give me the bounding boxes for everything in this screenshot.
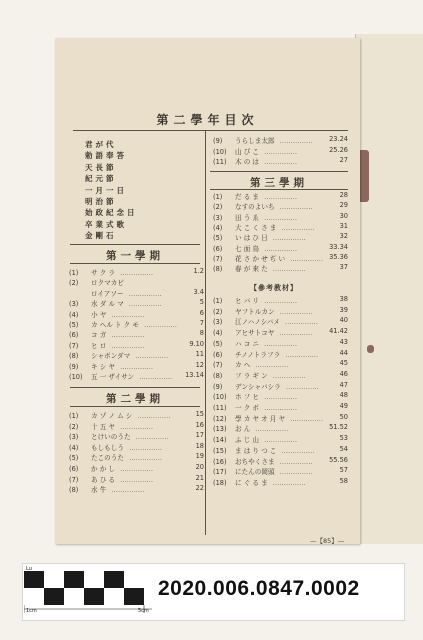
row-number: (5) (213, 234, 223, 243)
song-title: 田 う ゑ (235, 213, 259, 222)
page-ref: 43 (339, 337, 348, 346)
song-title: あ ひ る (91, 475, 115, 484)
leader-dots: …………… (279, 446, 315, 455)
leader-dots: …………… (277, 457, 313, 466)
song-title: おちやくさま (235, 457, 275, 466)
page-ref: 31 (339, 221, 348, 230)
page-title: 第二學年目次 (156, 113, 259, 127)
song-title: ホ フ ヒ (235, 393, 259, 402)
section-rule (70, 387, 200, 388)
song-title: ヤフトルカン (235, 307, 275, 316)
section-rule (210, 189, 348, 190)
toc-row (213, 456, 348, 466)
song-title: キ シ ヤ (91, 362, 115, 371)
page-ref: 8 (199, 329, 204, 338)
page-ref: 1.2 (193, 267, 204, 275)
song-title: フ ラ ギ ン (235, 371, 268, 380)
leader-dots: …………… (109, 310, 145, 319)
toc-row (69, 298, 204, 308)
section-title-reference: 【參考教材】 (250, 283, 298, 292)
song-title: とけいのうた (91, 433, 131, 442)
row-number: (6) (69, 465, 79, 473)
leader-dots: …………… (261, 147, 298, 156)
leader-dots: …………… (117, 269, 154, 277)
toc-row (213, 391, 348, 401)
leader-dots: …………… (133, 433, 169, 442)
leader-dots: …………… (141, 321, 178, 329)
ceremony-song: 勅語奉答 (85, 151, 127, 161)
toc-row (213, 263, 348, 273)
page-ref: 41.42 (329, 327, 348, 336)
song-title: 山 び こ (235, 147, 259, 156)
leader-dots: …………… (270, 478, 306, 487)
leader-dots: …………… (126, 300, 162, 309)
leader-dots: …………… (270, 234, 306, 243)
back-page (355, 34, 423, 544)
song-title: 學 カ ヤ オ 月 ヤ (235, 414, 286, 423)
toc-row (69, 371, 204, 381)
page-ref: 6 (199, 308, 204, 317)
row-number: (1) (213, 297, 223, 305)
stain-mark (367, 345, 374, 353)
row-number: (11) (213, 158, 227, 167)
song-title: 水 牛 (91, 486, 107, 495)
leader-dots: …………… (288, 414, 324, 423)
toc-row (213, 232, 348, 242)
toc-row (69, 319, 204, 329)
page-ref: 57 (339, 466, 348, 475)
song-title: 七 面 鳥 (235, 244, 259, 253)
page-ref: 48 (339, 391, 348, 400)
toc-row (69, 340, 204, 350)
row-number: (8) (69, 486, 79, 495)
toc-row (213, 327, 348, 337)
toc-row (213, 201, 348, 211)
row-number: (10) (213, 147, 227, 156)
leader-dots: …………… (279, 223, 315, 232)
song-title: うらしま太郎 (235, 137, 275, 145)
toc-row (213, 434, 348, 444)
toc-row (69, 452, 204, 462)
song-title: たこのうた (91, 454, 124, 463)
page-ref: 12 (195, 360, 204, 369)
page-ref: 23.24 (329, 135, 348, 143)
leader-dots: …………… (283, 350, 319, 359)
ceremony-song: 君が代 (85, 140, 117, 149)
toc-row (69, 309, 204, 319)
ceremony-song: 卒業式歌 (85, 219, 127, 229)
song-title: 小 ヤ (91, 310, 107, 319)
page-ref: 16 (195, 420, 204, 429)
toc-row (213, 222, 348, 232)
song-title: カ ゾ ノ ム シ (91, 412, 133, 420)
page-ref: 27 (339, 156, 348, 165)
toc-row (69, 350, 204, 360)
song-title: ヒ バ リ (235, 297, 259, 305)
page-ref: 39 (339, 305, 348, 314)
row-number: (8) (213, 371, 223, 380)
page-ref: 15 (195, 410, 204, 418)
leader-dots: …………… (261, 213, 298, 222)
leader-dots: …………… (261, 244, 298, 253)
leader-dots: …………… (261, 158, 298, 167)
leader-dots: …………… (277, 137, 313, 145)
section-title-term3: 第三學期 (250, 177, 308, 189)
page-ref: 45 (339, 359, 348, 368)
page-ref: 17 (195, 431, 204, 440)
row-number: (6) (213, 244, 223, 253)
toc-row (213, 381, 348, 391)
row-number: (15) (213, 446, 227, 455)
leader-dots: …………… (135, 412, 171, 420)
song-title: お ん (235, 425, 251, 434)
toc-row (69, 361, 204, 371)
page-ref: 54 (339, 444, 348, 453)
page-ref: 33.34 (329, 242, 348, 251)
row-number: (3) (213, 318, 223, 327)
leader-dots: …………… (270, 371, 306, 380)
song-title: デンシャバシラ (235, 382, 281, 391)
leader-dots: …………… (261, 393, 298, 402)
row-number: (6) (69, 331, 79, 340)
page-ref: 35.36 (329, 252, 348, 261)
row-number: (10) (69, 373, 83, 381)
page-ref: 7 (199, 319, 204, 327)
song-title: い は ひ 日 (235, 234, 268, 243)
toc-row (69, 431, 204, 441)
contents-page (55, 38, 360, 544)
leader-dots: …………… (261, 339, 298, 348)
leader-dots: …………… (261, 193, 298, 201)
page-ref: 30 (339, 211, 348, 220)
song-title: 春 が 來 た (235, 265, 268, 274)
row-number: (9) (69, 362, 79, 371)
toc-row (213, 359, 348, 369)
ceremony-song: 明治節 (85, 197, 117, 206)
toc-row (69, 288, 204, 298)
catalog-number: 2020.006.0847.0002 (158, 577, 360, 600)
page-ref: 40 (339, 316, 348, 325)
toc-row (213, 316, 348, 326)
page-ref: 25.26 (329, 145, 348, 154)
page-ref: 58 (339, 476, 348, 485)
row-number: (8) (213, 265, 223, 274)
leader-dots: …………… (253, 425, 289, 434)
toc-row (69, 484, 204, 494)
song-title: 十 五 ヤ (91, 422, 115, 431)
leader-dots: …………… (117, 362, 154, 371)
leader-dots: …………… (277, 203, 313, 212)
toc-row (213, 466, 348, 476)
page-ref: 11 (195, 350, 204, 359)
toc-row (213, 349, 348, 359)
song-title: アヒサトコヤ (235, 329, 275, 338)
song-title: 木 の は (235, 158, 259, 167)
title-rule (73, 130, 348, 131)
page-ref: 49 (339, 402, 348, 410)
toc-row (213, 295, 348, 305)
row-number: (14) (213, 436, 227, 445)
row-number: (7) (69, 341, 79, 350)
page-ref: 38 (339, 295, 348, 303)
leader-dots: …………… (270, 265, 306, 274)
page-ref: 55.56 (329, 455, 348, 464)
leader-dots: …………… (109, 341, 145, 350)
row-number: (11) (213, 404, 227, 412)
toc-row (69, 442, 204, 452)
toc-row (69, 474, 204, 484)
ceremony-song: 一月一日 (85, 185, 127, 195)
color-scale-bar (24, 565, 152, 617)
leader-dots: …………… (117, 422, 154, 431)
row-number: (16) (213, 457, 227, 466)
song-title: ロクマカビ (91, 279, 124, 288)
section-rule (70, 244, 200, 245)
leader-dots: …………… (277, 329, 313, 338)
page-ref: 20 (195, 463, 204, 471)
toc-row (213, 445, 348, 455)
section-title-term1: 第一學期 (106, 250, 164, 262)
toc-row (213, 370, 348, 380)
leader-dots: …………… (117, 475, 154, 484)
page-ref: 9.10 (189, 339, 204, 348)
row-number: (5) (213, 339, 223, 348)
toc-row (69, 267, 204, 277)
leader-dots: …………… (133, 352, 169, 361)
section-rule (210, 171, 348, 172)
page-ref: 50 (339, 412, 348, 421)
toc-row (213, 253, 348, 263)
leader-dots: …………… (126, 454, 163, 463)
toc-row (213, 146, 348, 156)
row-number: (13) (213, 425, 227, 434)
song-title: チノノトラフラ (235, 350, 281, 359)
page-ref: 13.14 (185, 371, 204, 379)
toc-row (69, 410, 204, 420)
toc-row (213, 477, 348, 487)
toc-row (213, 243, 348, 253)
leader-dots: …………… (109, 486, 145, 495)
song-title: シャボンダマ (91, 352, 131, 361)
page-ref: 22 (195, 484, 204, 493)
section-rule (70, 406, 200, 407)
song-title: ハ コ ニ (235, 339, 259, 348)
leader-dots: …………… (117, 465, 154, 473)
toc-row (213, 156, 348, 166)
toc-row (213, 423, 348, 433)
row-number: (2) (213, 203, 223, 212)
scale-label-right: 5cm (138, 608, 149, 614)
leader-dots: …………… (261, 404, 298, 412)
page-number: —【85】— (310, 537, 345, 545)
ceremony-song: 紀元節 (85, 174, 117, 184)
leader-dots: …………… (261, 297, 298, 305)
row-number: (17) (213, 468, 227, 477)
ceremony-song: 金剛石 (85, 231, 117, 241)
song-title: 大 こ く さ ま (235, 223, 277, 232)
row-number: (9) (213, 382, 223, 391)
toc-row (213, 135, 348, 145)
row-number: (3) (213, 213, 223, 222)
leader-dots: …………… (109, 331, 145, 340)
row-number: (4) (69, 310, 79, 319)
page-ref: 37 (339, 263, 348, 272)
leader-dots: …………… (136, 373, 173, 381)
page-ref: 5 (199, 298, 204, 307)
page-ref: 3.4 (193, 287, 204, 296)
song-title: 五 一 ザイサン (91, 373, 134, 381)
leader-dots: …………… (283, 382, 319, 391)
row-number: (10) (213, 393, 227, 402)
row-number: (7) (213, 254, 223, 263)
song-title: だ る ま (235, 193, 259, 201)
song-title: にたんの岡頭 (235, 468, 275, 477)
row-number: (7) (213, 361, 223, 370)
row-number: (2) (213, 307, 223, 316)
leader-dots: …………… (288, 254, 324, 263)
toc-row (213, 402, 348, 412)
row-number: (2) (69, 422, 79, 431)
row-number: (6) (213, 350, 223, 359)
row-number: (1) (213, 193, 223, 201)
toc-row (213, 338, 348, 348)
row-number: (4) (213, 329, 223, 338)
song-title: 江ノハノシバメ (235, 318, 280, 327)
song-title: ま は り つ こ (235, 446, 277, 455)
leader-dots: …………… (126, 443, 163, 452)
page-ref: 53 (339, 434, 348, 443)
row-number: (12) (213, 414, 227, 423)
page-ref: 29 (339, 201, 348, 210)
song-title: カ ヘル ト ク モ (91, 321, 139, 329)
toc-row (213, 306, 348, 316)
song-title: ヒ ロ (91, 341, 107, 350)
row-number: (3) (69, 433, 79, 442)
toc-row (69, 463, 204, 473)
leader-dots: …………… (126, 289, 162, 298)
row-number: (3) (69, 300, 79, 309)
row-number: (5) (69, 454, 79, 463)
leader-dots: …………… (261, 436, 298, 445)
song-title: サ ク ラ (91, 269, 115, 277)
scale-label-left: 1cm (26, 608, 37, 614)
leader-dots: …………… (277, 468, 313, 477)
page-ref: 44 (339, 348, 348, 357)
section-rule (70, 263, 200, 264)
toc-row (69, 421, 204, 431)
leader-dots: …………… (253, 361, 289, 370)
scale-label-vertical: Lu (26, 566, 32, 572)
page-ref: 46 (339, 369, 348, 378)
ceremony-song: 天長節 (85, 162, 117, 172)
song-title: 一 ク ボ (235, 404, 259, 412)
song-title: もしもしう (91, 443, 124, 452)
page-ref: 21 (195, 473, 204, 482)
row-number: (1) (69, 412, 79, 420)
section-title-term2: 第二學期 (106, 393, 164, 405)
song-title: ロイアソー (91, 289, 124, 298)
row-number: (5) (69, 321, 79, 329)
page-ref: 28 (339, 191, 348, 199)
row-number: (8) (69, 352, 79, 361)
row-number: (1) (69, 269, 79, 277)
song-title: コ ガ (91, 331, 107, 340)
page-ref: 51.52 (329, 423, 348, 432)
toc-row (213, 413, 348, 423)
page-ref: 47 (339, 380, 348, 389)
page-ref: 32 (339, 232, 348, 241)
song-title: なすのよいち (235, 203, 275, 212)
page-ref: 18 (195, 441, 204, 450)
row-number: (4) (69, 443, 79, 452)
leader-dots: …………… (277, 307, 313, 316)
row-number: (4) (213, 223, 223, 232)
row-number: (7) (69, 475, 79, 484)
toc-row (213, 212, 348, 222)
ceremony-song: 始政紀念日 (85, 208, 138, 218)
row-number: (2) (69, 279, 79, 288)
page-ref: 19 (195, 452, 204, 461)
row-number: (9) (213, 137, 223, 145)
leader-dots: …………… (282, 318, 318, 327)
song-title: ふ じ 山 (235, 436, 259, 445)
song-title: 水 ダ ル マ (91, 300, 124, 309)
toc-row (213, 191, 348, 201)
song-title: か か し (91, 465, 115, 473)
column-divider (205, 130, 206, 535)
song-title: に ぐ る ま (235, 478, 268, 487)
song-title: カ ヘ (235, 361, 251, 370)
toc-row (69, 277, 204, 287)
row-number: (18) (213, 478, 227, 487)
song-title: 花 さ か せ ぢ い (235, 254, 286, 263)
toc-row (69, 329, 204, 339)
